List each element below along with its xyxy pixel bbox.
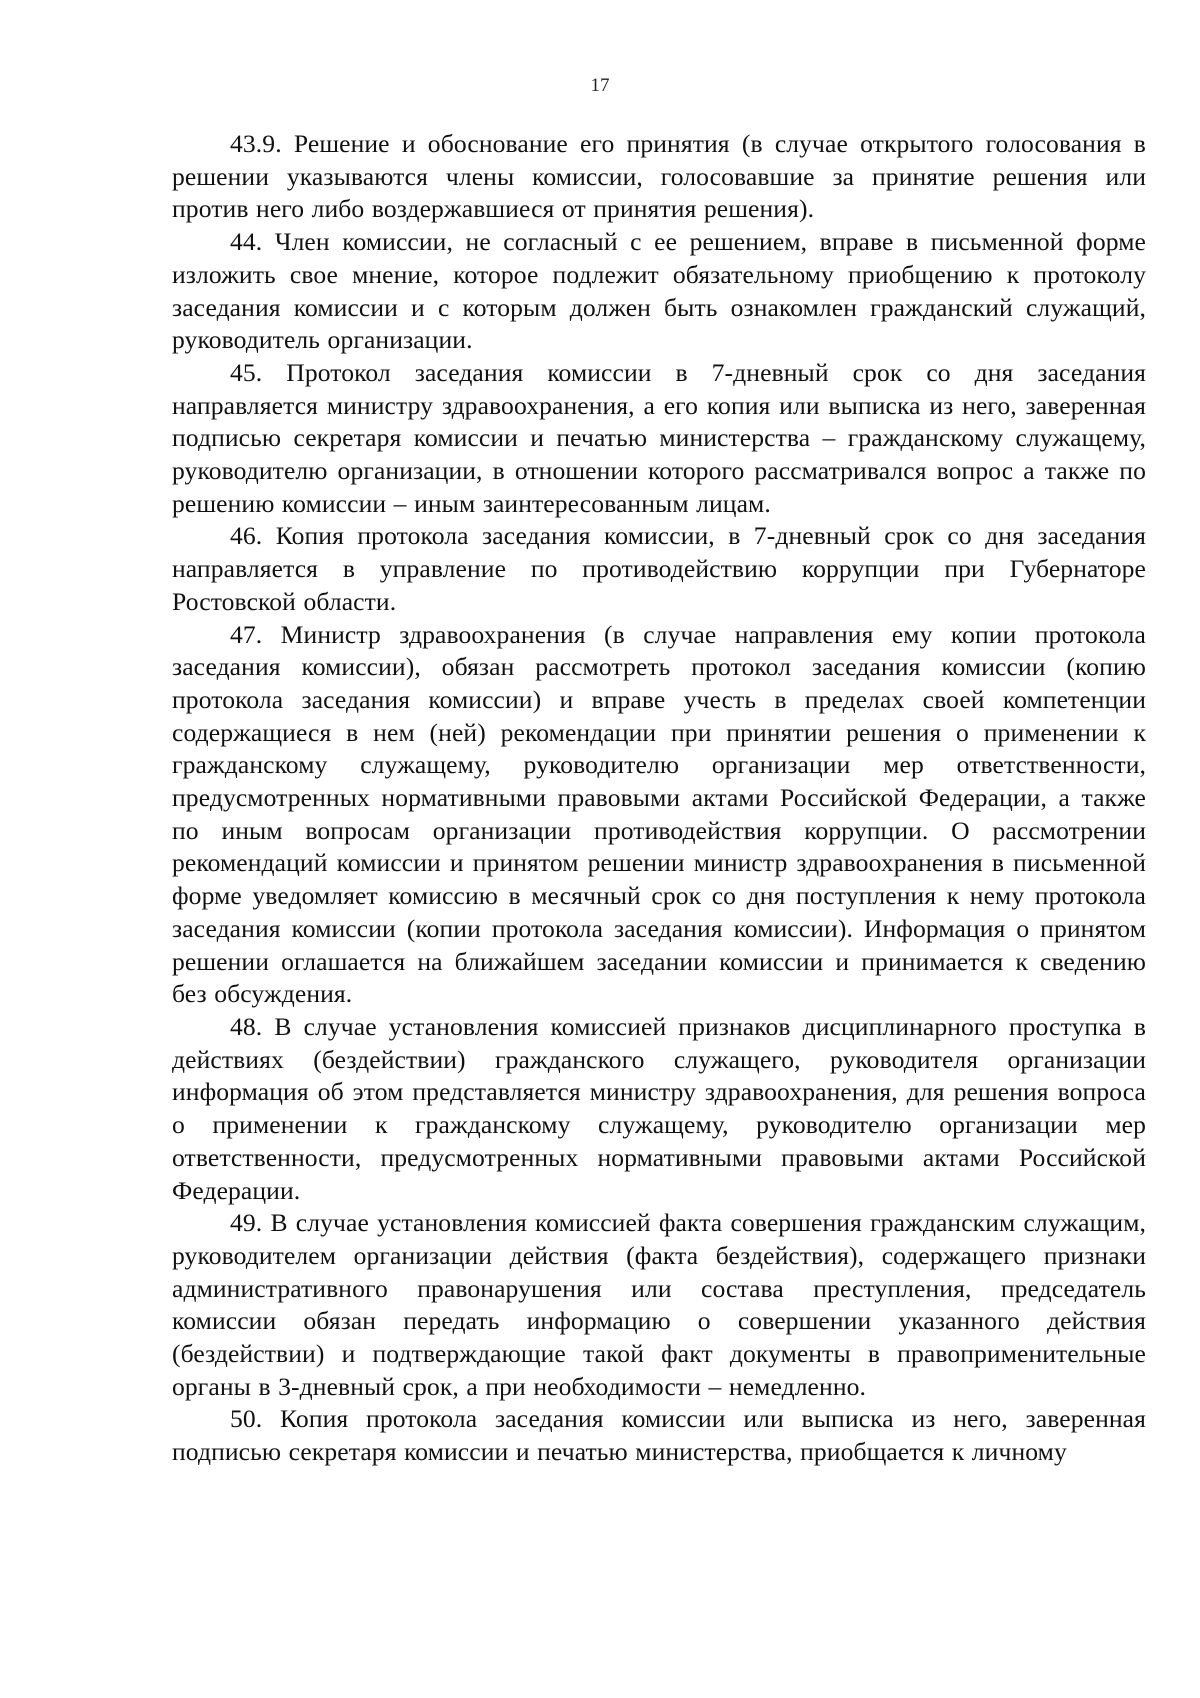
paragraph-44: 44. Член комиссии, не согласный с ее решением, вправе в письменной форме изложить свое мнение, которое подлежит обязательному приобщению к протоколу заседания комиссии и с которым должен быть ознакомлен гражданский служащий, руководитель организации. [172,227,1146,355]
paragraph-50: 50. Копия протокола заседания комиссии или выписка из него, заверенная подписью секретаря комиссии и печатью министерства, приобщается к личному [172,1404,1146,1467]
paragraph-48: 48. В случае установления комиссией признаков дисциплинарного проступка в действиях (бездействии) гражданского служащего, руководителя организации информация об этом представляется министру здравоохранения, для решения вопроса о применении к гражданскому служащему, руководителю организации мер ответственности, предусмотренных нормативными правовыми актами Российской Федерации. [172,1011,1146,1205]
document-body [172,128,1146,1469]
paragraph-46: 46. Копия протокола заседания комиссии, в 7-дневный срок со дня заседания направляется в управление по противодействию коррупции при Губернаторе Ростовской области. [172,521,1146,616]
paragraph-47: 47. Министр здравоохранения (в случае направления ему копии протокола заседания комиссии), обязан рассмотреть протокол заседания комиссии (копию протокола заседания комиссии) и вправе учесть в пределах своей компетенции содержащиеся в нем (ней) рекомендации при принятии решения о применении к гражданскому служащему, руководителю организации мер ответственности, предусмотренных нормативными правовыми актами Российской Федерации, а также по иным вопросам организации противодействия коррупции. О рассмотрении рекомендаций комиссии и принятом решении министр здравоохранения в письменной форме уведомляет комиссию в месячный срок со дня поступления к нему протокола заседания комиссии (копии протокола заседания комиссии). Информация о принятом решении оглашается на ближайшем заседании комиссии и принимается к сведению без обсуждения. [172,619,1146,1009]
paragraph-43-9: 43.9. Решение и обоснование его принятия (в случае открытого голосования в решении указываются члены комиссии, голосовавшие за принятие решения или против него либо воздержавшиеся от принятия решения). [172,129,1146,224]
paragraph-49: 49. В случае установления комиссией факта совершения гражданским служащим, руководителем организации действия (факта бездействия), содержащего признаки административного правонарушения или состава преступления, председатель комиссии обязан передать информацию о совершении указанного действия (бездействии) и подтверждающие такой факт документы в правоприменительные органы в 3-дневный срок, а при необходимости – немедленно. [172,1208,1146,1401]
paragraph-45: 45. Протокол заседания комиссии в 7-дневный срок со дня заседания направляется министру здравоохранения, а его копия или выписка из него, заверенная подписью секретаря комиссии и печатью министерства – гражданскому служащему, руководителю организации, в отношении которого рассматривался вопрос а также по решению комиссии – иным заинтересованным лицам. [172,357,1146,518]
page-number: 17 [590,75,610,96]
